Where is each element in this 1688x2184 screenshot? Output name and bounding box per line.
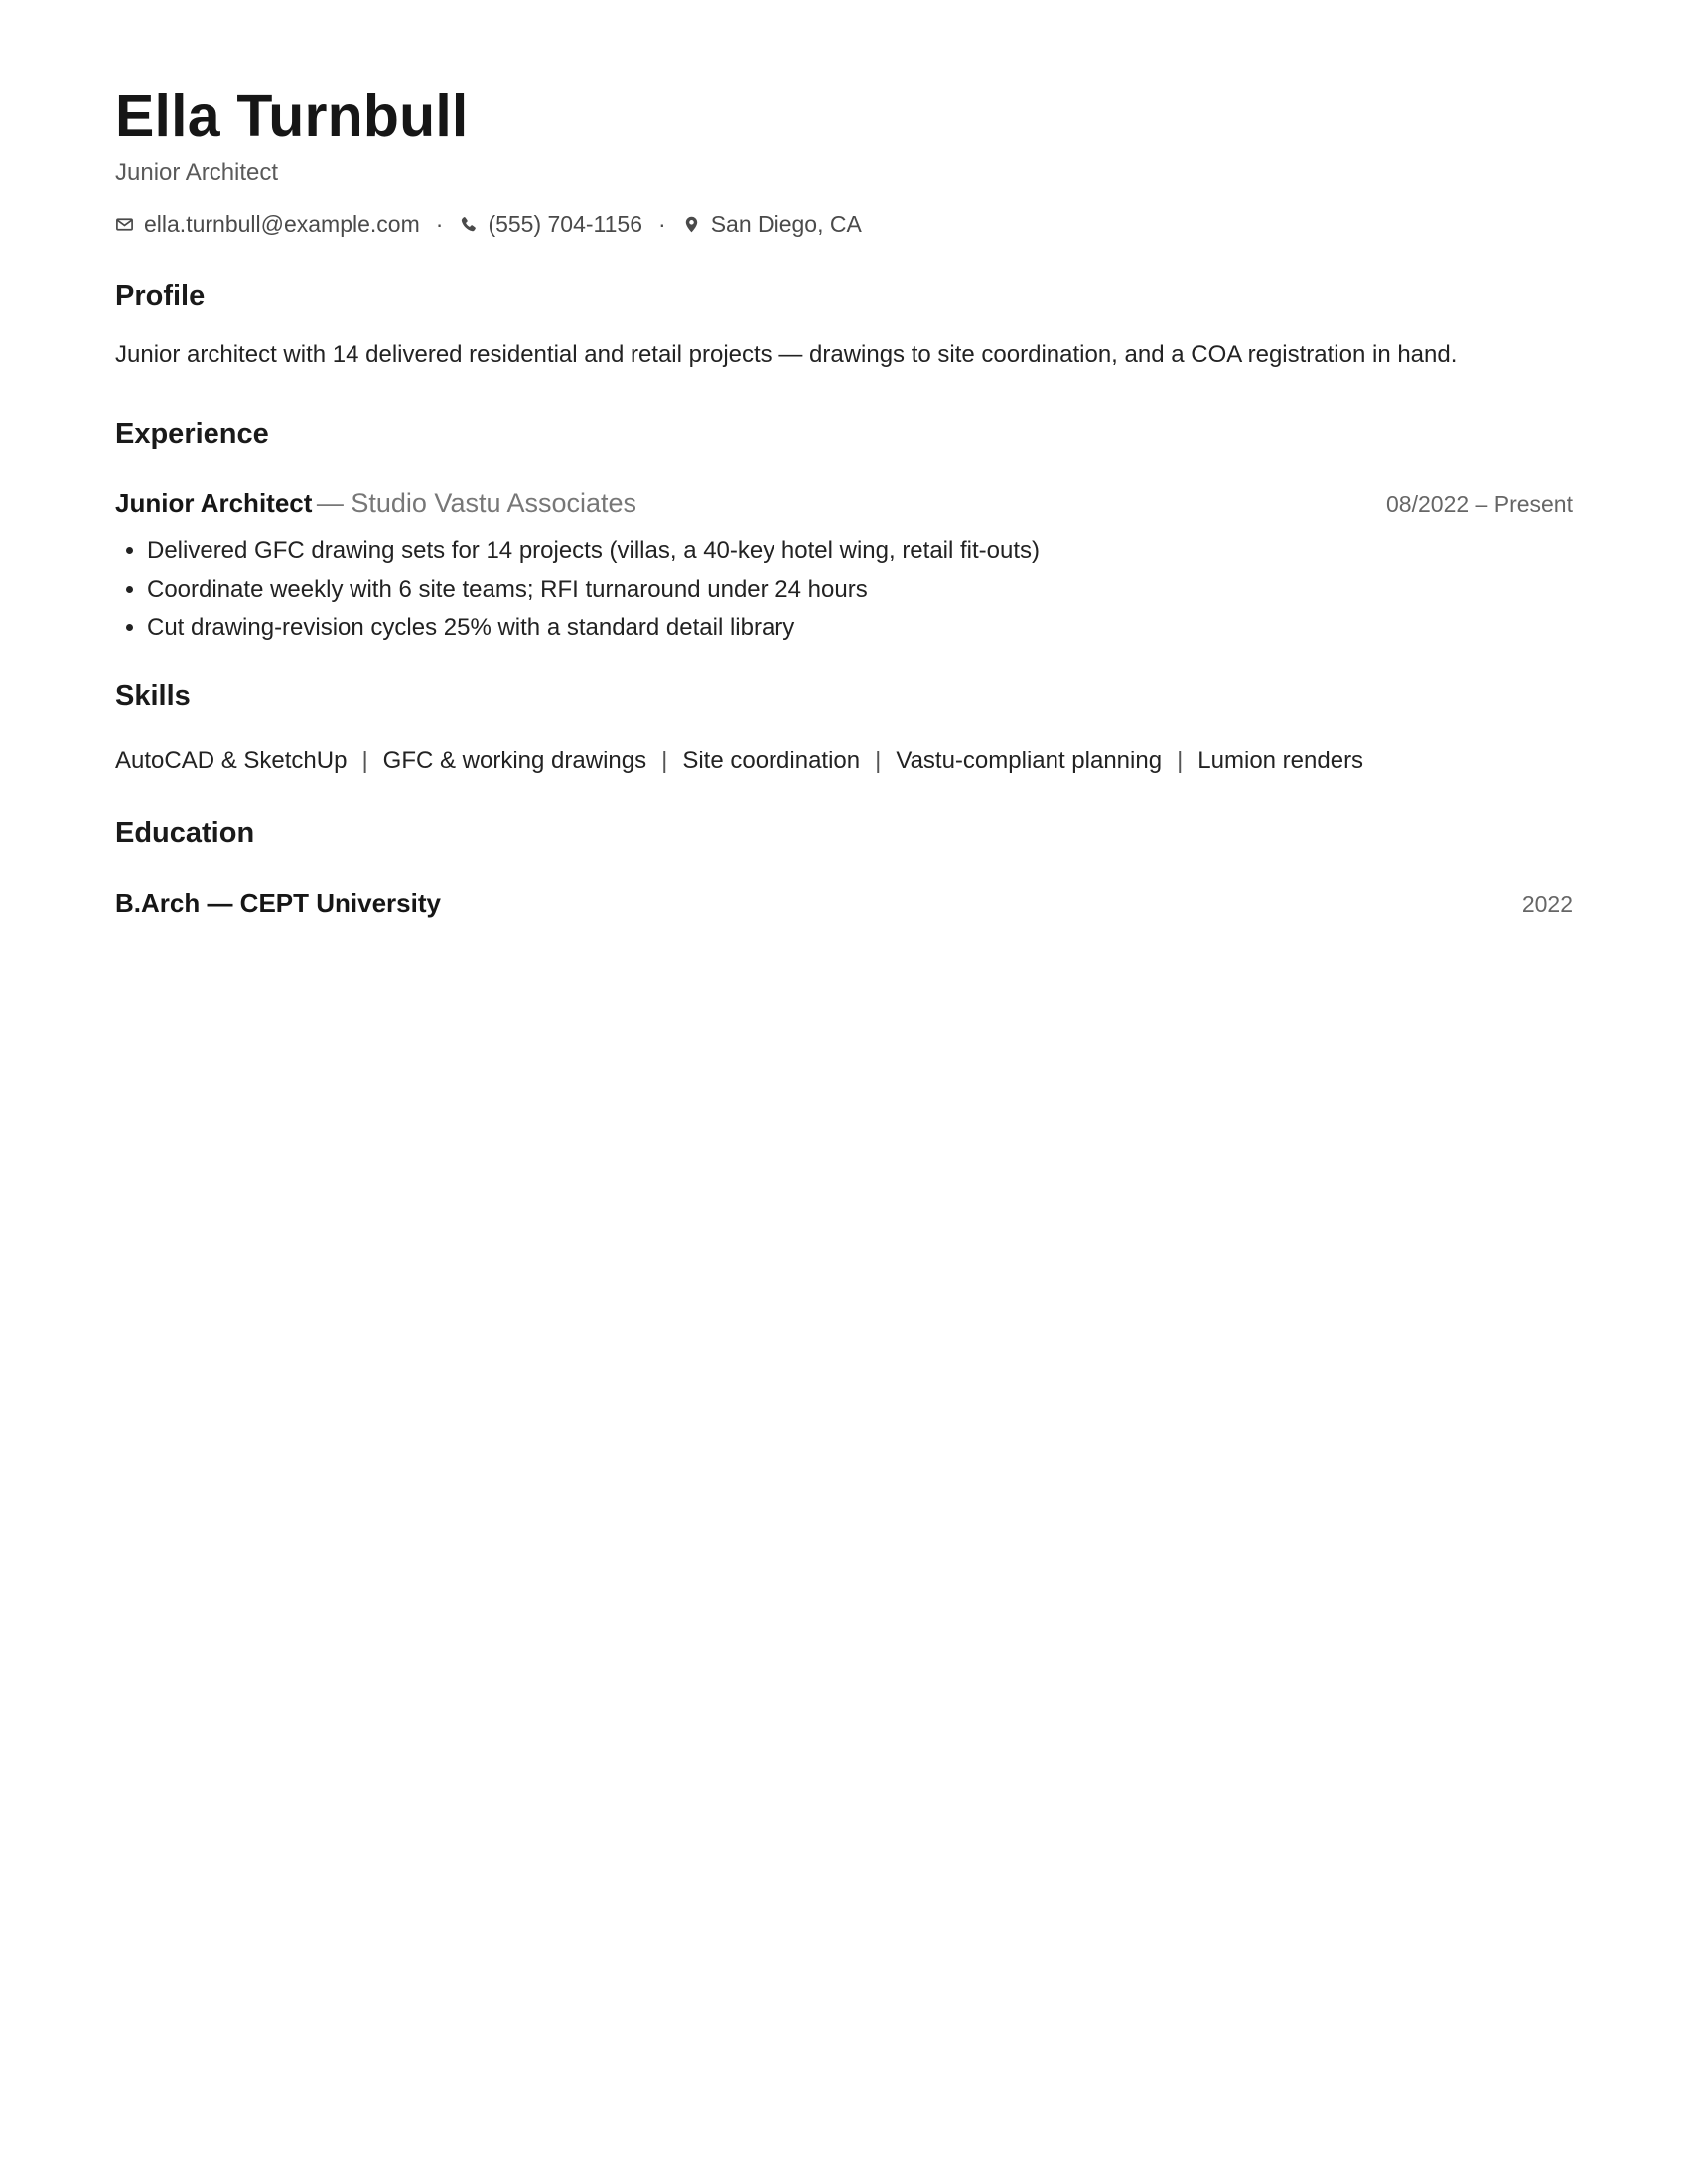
- list-item: • Coordinate weekly with 6 site teams; RFI turnaround under 24 hours: [147, 570, 1040, 609]
- location-text: San Diego, CA: [710, 211, 862, 237]
- skill-separator: |: [661, 748, 668, 774]
- contact-separator: ·: [658, 211, 666, 237]
- contact-phone[interactable]: [459, 211, 642, 238]
- skill-separator: |: [1177, 748, 1184, 774]
- skill-item: GFC & working drawings: [382, 748, 647, 774]
- skill-item: Lumion renders: [1197, 748, 1364, 774]
- profile-summary: Junior architect with 14 delivered residential and retail projects — drawings to site coordination, and a COA registration in hand.: [115, 341, 1458, 368]
- skill-separator: |: [361, 748, 368, 774]
- list-item: • Delivered GFC drawing sets for 14 projects (villas, a 40-key hotel wing, retail fit-outs): [147, 531, 1040, 570]
- contact-line: [115, 211, 862, 238]
- location-pin-icon: [682, 215, 701, 234]
- skill-item: Site coordination: [682, 748, 861, 774]
- job-company: Studio Vastu Associates: [351, 488, 637, 518]
- education-degree: B.Arch — CEPT University: [115, 888, 441, 918]
- skill-separator: |: [875, 748, 882, 774]
- job-header: [115, 488, 1573, 519]
- skill-item: AutoCAD & SketchUp: [115, 748, 348, 774]
- section-title-profile: Profile: [115, 280, 206, 312]
- job-separator: —: [316, 488, 344, 518]
- contact-separator: ·: [435, 211, 444, 237]
- phone-text: (555) 704-1156: [488, 211, 643, 237]
- education-year: 2022: [1521, 891, 1573, 917]
- contact-email[interactable]: [115, 211, 420, 238]
- job-position: Junior Architect: [115, 488, 313, 518]
- section-title-experience: Experience: [115, 418, 269, 450]
- candidate-name: Ella Turnbull: [115, 83, 469, 149]
- job-bullets: [115, 531, 1040, 647]
- list-item: • Cut drawing-revision cycles 25% with a standard detail library: [147, 609, 1040, 647]
- section-title-skills: Skills: [115, 680, 191, 712]
- education-entry: [115, 888, 1573, 919]
- email-text: ella.turnbull@example.com: [144, 211, 420, 237]
- skill-item: Vastu-compliant planning: [896, 748, 1163, 774]
- candidate-role: Junior Architect: [115, 159, 279, 186]
- section-title-education: Education: [115, 817, 255, 849]
- job-title-line: [115, 488, 636, 519]
- job-dates: 08/2022 – Present: [1386, 491, 1573, 517]
- skills-list: [115, 748, 1363, 775]
- mail-icon: [115, 215, 134, 234]
- phone-icon: [459, 215, 478, 234]
- contact-location: [682, 211, 862, 238]
